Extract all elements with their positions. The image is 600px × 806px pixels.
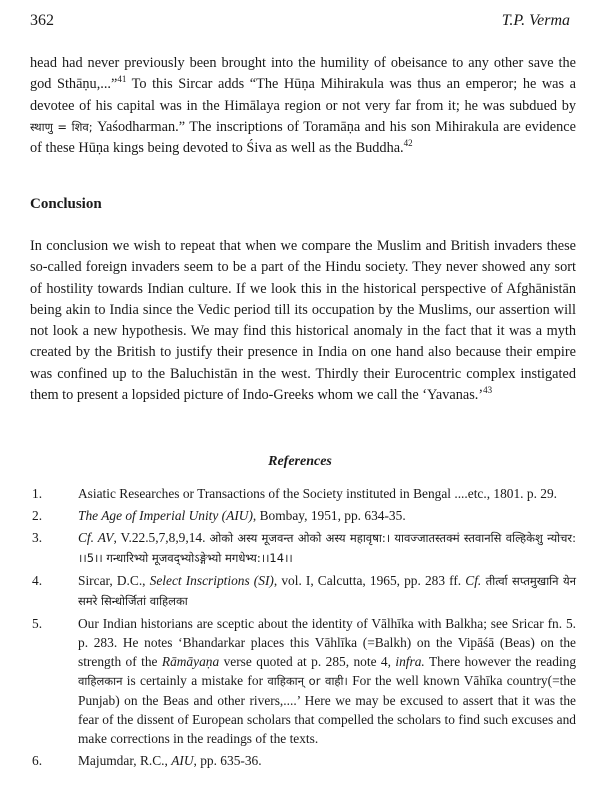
para2-text: In conclusion we wish to repeat that when we compare the Muslim and British invaders these so-called foreign invaders seem to be a part of the Hindu society. They never showed any sort of hostility towards Indian culture. If we look this in the historical perspective of Afghānistān being akin to India since the Vedic period till its occupation by the Muslims, our assertion will not look a new hypothesis. We may find this historical anomaly in the fact that it was a myth created by the British to justify their presence in India on one hand also because their empire was confined up to the Baluchistān in the west. Thirdly their Eurocentric complex instigated them to present a lopsided picture of Indo-Greeks whom we call the ‘Yavanas.’ [30,238,576,404]
devanagari-sthanu-shiva: स्थाणु = शिव; [30,119,93,134]
footnote-41: 41 [117,74,127,85]
reference-infra: infra. [395,654,425,669]
reference-title: AIU [171,753,194,768]
reference-number: 3. [32,530,43,545]
reference-number: 2. [32,508,43,523]
devanagari-word: वाहिलकान [78,674,123,688]
reference-item-6 [30,751,576,770]
reference-text: is certainly a mistake for [122,673,268,688]
reference-item-2 [30,506,576,525]
reference-number: 1. [32,486,43,501]
reference-item-5 [30,614,576,748]
reference-text: Our Indian historians are sceptic about the identity of Vālhīka with Balkha; see Sricar fn. 5. p. 283. He notes ‘Bhandarkar places this Vāhlīka (=Balkh) on the Vipāśā (Beas) on the strength of the [78,616,576,669]
devanagari-quote: तीर्त्वा सप्तमुखानि येन समरे सिन्धोर्जितां वाहिलका [78,574,577,608]
reference-number: 6. [32,753,43,768]
reference-text: , vol. I, Calcutta, 1965, pp. 283 ff. [273,573,466,588]
reference-text: There however the reading [424,654,577,669]
reference-cf: Cf. [465,573,482,588]
reference-text: , pp. 635-36. [193,753,262,768]
footnote-43: 43 [483,385,493,396]
reference-title: The Age of Imperial Unity (AIU) [78,508,253,523]
reference-title: Select Inscriptions (SI) [149,573,274,588]
paragraph-intro [30,53,576,159]
paragraph-conclusion [30,236,576,406]
section-heading-conclusion: Conclusion [30,196,102,212]
para1-text-a: head had never previously been brought into the humility of obeisance to any other save the god Sthāṇu,...” [30,55,576,93]
para1-text-c: Yaśodharman.” The inscriptions of Toramāṇa and his son Mihirakula are evidence of these Hūṇa kings being devoted to Śiva as well as the Buddha. [30,118,576,157]
reference-item-3 [30,528,576,568]
reference-text: Sircar, D.C., [78,573,150,588]
reference-cf: Cf. AV [78,530,114,545]
reference-number: 4. [32,573,43,588]
reference-text: Asiatic Researches or Transactions of the Society instituted in Bengal ....etc., 1801. p. 29. [78,486,558,501]
reference-number: 5. [32,616,43,631]
para1-text-b: To this Sircar adds “The Hūṇa Mihirakula was thus an emperor; he was a devotee of his capital was in the Himālaya region or not very far from it; he was subdued by [30,76,576,114]
running-header [30,10,570,32]
page-number: 362 [30,12,54,29]
reference-text: Majumdar, R.C., [78,753,172,768]
footnote-42: 42 [403,138,413,149]
reference-text: , V.22.5,7,8,9,14. [113,530,210,545]
references-heading: References [268,454,332,469]
reference-item-4 [30,571,576,611]
author-name: T.P. Verma [501,12,570,29]
reference-text: For the well known Vāhīka country(=the Punjab) on the Beas and other rivers,....’ Here we may be excused to assert that it was the fear of the dissent of European scholars that compelled the scholars to find such excuses and make corrections in the readings of the texts. [78,673,576,746]
devanagari-quote: ओको अस्य मूजवन्त ओको अस्य महावृषा:। यावज्जातस्तक्मं स्तवानसि वल्हिकेशु न्योचर: ।।5।। गन्धारिभ्यो मूजवद्भ्योऽङ्गेभ्यो मगधेभ्य:।।14।। [78,531,576,565]
reference-title: Rāmāyaṇa [161,654,220,669]
references-list [30,484,576,773]
reference-item-1 [30,484,576,503]
reference-text: verse quoted at p. 285, note 4, [219,654,396,669]
reference-text: , Bombay, 1951, pp. 634-35. [252,508,406,523]
devanagari-word: वाहिकान् or वाही। [267,674,348,688]
